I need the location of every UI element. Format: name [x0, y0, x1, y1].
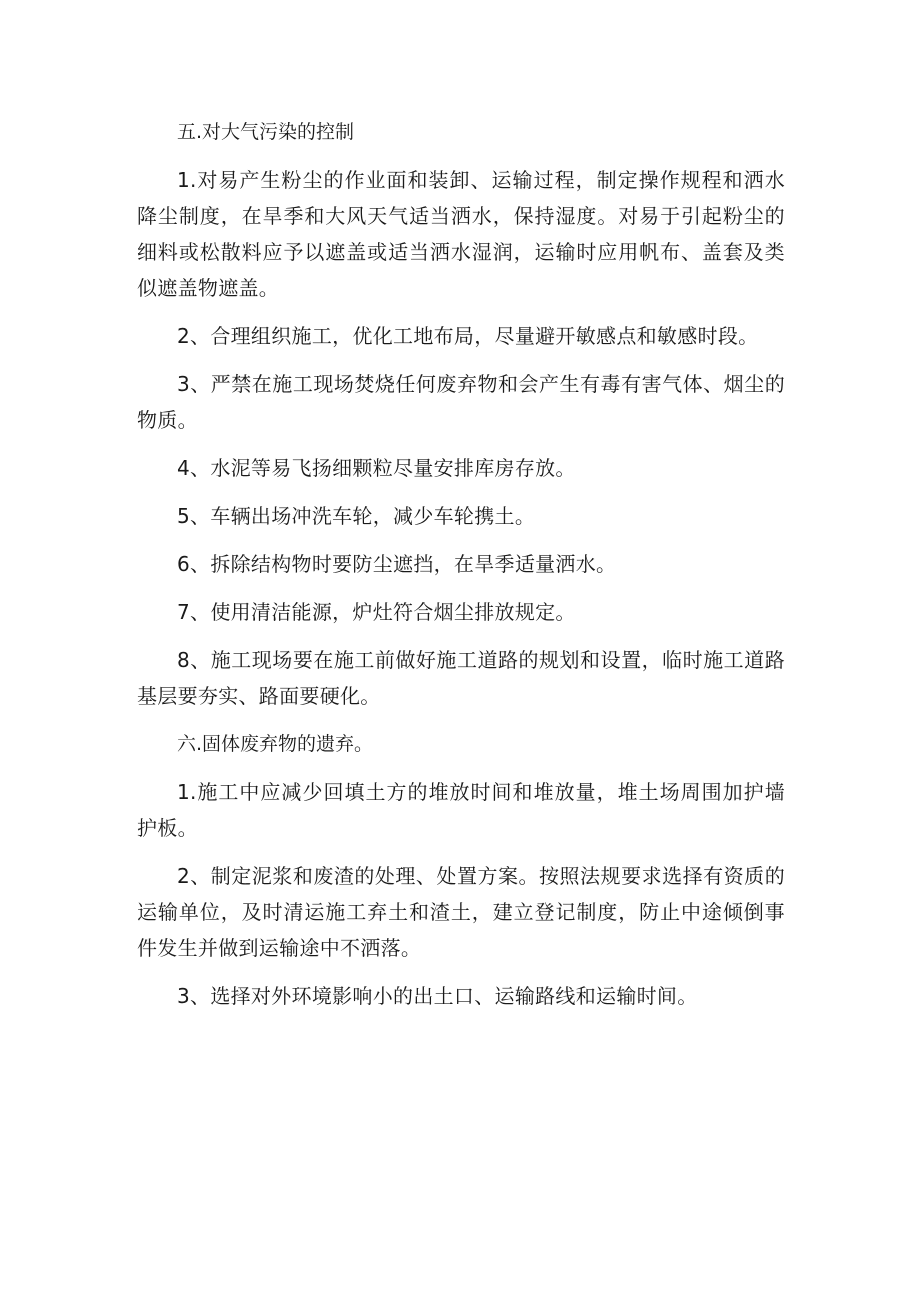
section-5-item-2: 2、合理组织施工，优化工地布局，尽量避开敏感点和敏感时段。	[177, 324, 759, 348]
section-6-item-2: 2、制定泥浆和废渣的处理、处置方案。按照法规要求选择有资质的运输单位，及时清运施工弃土和渣土，建立登记制度，防止中途倾倒事件发生并做到运输途中不洒落。	[137, 864, 785, 960]
document-body	[137, 114, 785, 1026]
section-5-item-5: 5、车辆出场冲洗车轮，减少车轮携土。	[177, 504, 536, 528]
section-6-item-1: 1.施工中应减少回填土方的堆放时间和堆放量，堆土场周围加护墙护板。	[137, 780, 785, 840]
section-5-heading: 五.对大气污染的控制	[177, 121, 355, 143]
section-5-item-8: 8、施工现场要在施工前做好施工道路的规划和设置，临时施工道路基层要夯实、路面要硬化。	[137, 648, 785, 708]
section-6-item-3: 3、选择对外环境影响小的出土口、运输路线和运输时间。	[177, 984, 698, 1008]
section-5-item-6: 6、拆除结构物时要防尘遮挡，在旱季适量洒水。	[177, 552, 617, 576]
section-5-item-7: 7、使用清洁能源，炉灶符合烟尘排放规定。	[177, 600, 576, 624]
section-5-item-1: 1.对易产生粉尘的作业面和装卸、运输过程，制定操作规程和洒水降尘制度，在旱季和大风天气适当洒水，保持湿度。对易于引起粉尘的细料或松散料应予以遮盖或适当洒水湿润，运输时应用帆布、盖套及类似遮盖物遮盖。	[137, 168, 785, 300]
section-5-item-4: 4、水泥等易飞扬细颗粒尽量安排库房存放。	[177, 456, 576, 480]
section-5-item-3: 3、严禁在施工现场焚烧任何废弃物和会产生有毒有害气体、烟尘的物质。	[137, 372, 785, 432]
section-6-heading: 六.固体废弃物的遗弃。	[177, 733, 374, 755]
